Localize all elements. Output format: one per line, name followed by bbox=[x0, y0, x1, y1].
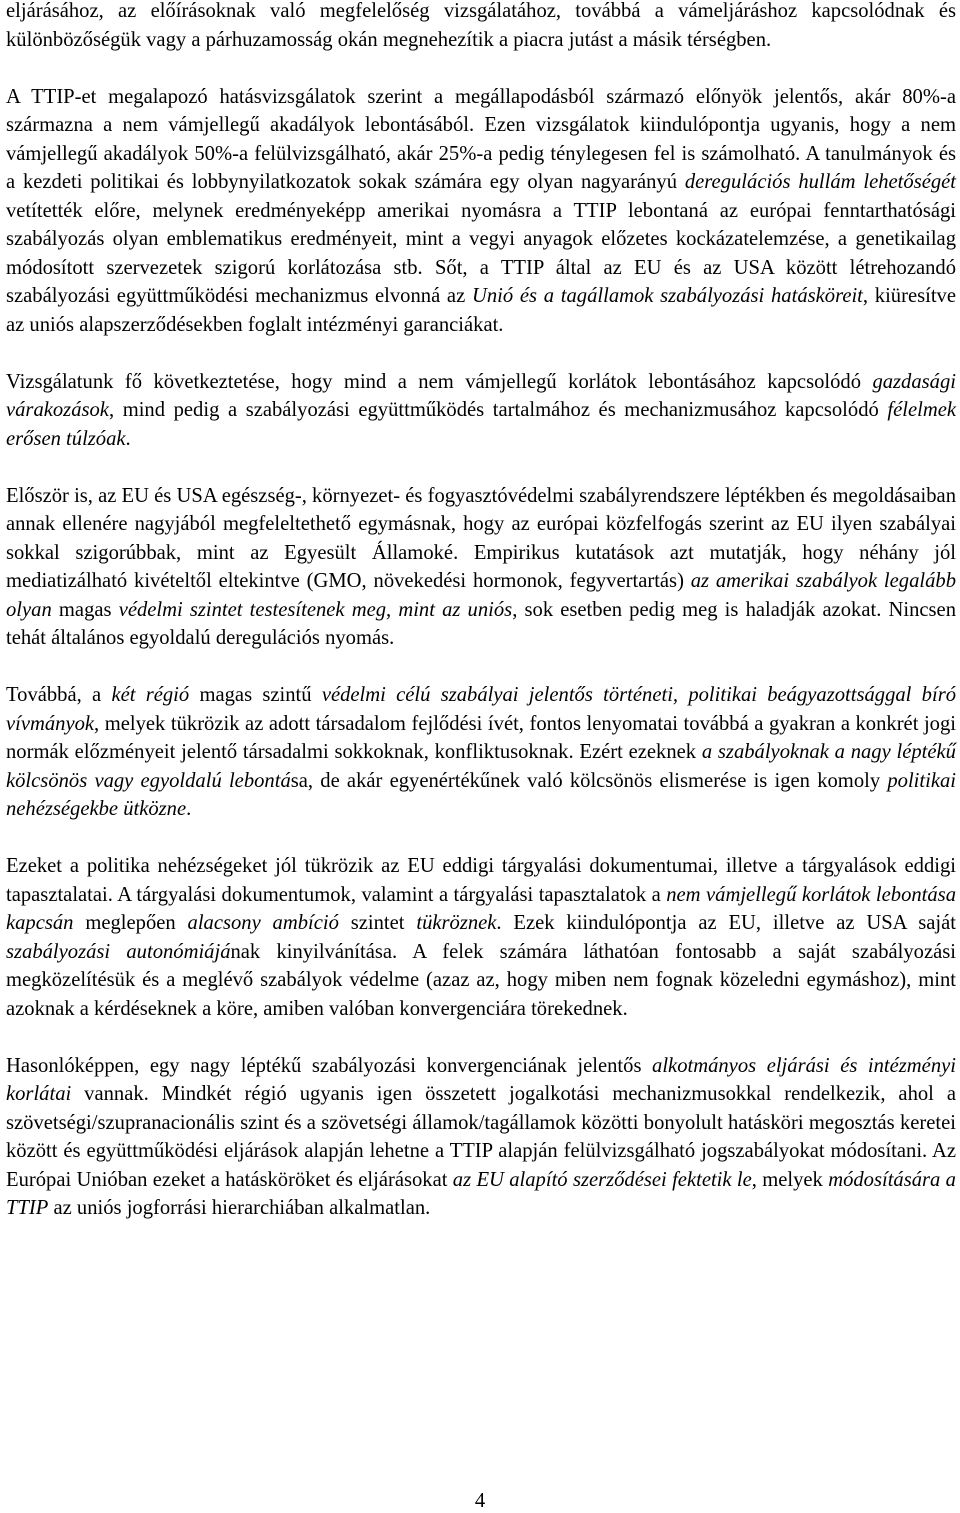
text-run: magas bbox=[51, 598, 119, 621]
paragraph bbox=[6, 852, 956, 1023]
italic-text: nem vámjellegű korlátok lebontása kapcsán bbox=[6, 883, 956, 934]
italic-text: Unió és a tagállamok szabályozási hatásköreit bbox=[471, 285, 863, 307]
text-run: nak kinyilvánítása. A felek számára láthatóan fontosabb a saját szabályozási megközelítésük és a meglévő szabályok védelme (azaz az, hogy miben nem fognak közeledni egymáshoz), mint azoknak a kérdéseknek a köre, amiben valóban konvergenciára törekednek. bbox=[6, 940, 956, 1020]
paragraph bbox=[6, 1052, 956, 1223]
italic-text: védelmi célú szabályai jelentős történeti, politikai beágyazottsággal bíró vívmányok bbox=[6, 684, 957, 735]
italic-text: alkotmányos eljárási és intézményi korlátai bbox=[6, 1054, 956, 1105]
italic-text: az EU alapító szerződései fektetik le bbox=[452, 1168, 752, 1191]
italic-text: alacsony ambíció bbox=[187, 912, 339, 934]
text-run: vetítették előre, melynek eredményeképp amerikai nyomásra a TTIP lebontaná az európai fenntarthatósági szabályozás olyan emblematikus eredményeit, mint a vegyi anyagok előzetes kockázatelemzése, a genetikailag módosított szervezetek szigorú korlátozása stb. Sőt, a TTIP által az EU és az USA között létrehozandó szabályozási együttműködési mechanizmus elvonná az bbox=[6, 199, 956, 307]
text-run: szintet bbox=[338, 912, 417, 934]
paragraph bbox=[6, 368, 956, 454]
italic-text: két régió bbox=[111, 684, 190, 706]
text-run: Vizsgálatunk fő következtetése, hogy mind a nem vámjellegű korlátok lebontásához kapcsolódó bbox=[6, 370, 873, 393]
paragraph bbox=[6, 83, 956, 340]
text-run: Hasonlóképpen, egy nagy léptékű szabályozási konvergenciának jelentős bbox=[6, 1054, 653, 1077]
text-run: , melyek tükrözik az adott társadalom fejlődési ívét, fontos lenyomatai továbbá a gyakran a konkrét jogi normák előzményeit jelentő társadalmi sokkoknak, konfliktusoknak. Ezért ezeknek bbox=[6, 712, 956, 763]
paragraph bbox=[6, 0, 956, 54]
italic-text: az amerikai szabályok legalább olyan bbox=[6, 570, 956, 621]
text-run: . bbox=[186, 798, 192, 820]
italic-text: módosítására a TTIP bbox=[6, 1168, 956, 1219]
italic-text: a szabályoknak a nagy léptékű kölcsönös vagy egyoldalú lebontá bbox=[6, 741, 956, 792]
text-run: Először is, az EU és USA egészség-, környezet- és fogyasztóvédelmi szabályrendszere léptékben és megoldásaiban annak ellenére nagyjából megfeleltethető egymásnak, hogy az európai közfelfogás szerint az EU ilyen szabályai sokkal szigorúbbak, mint az Egyesült Államoké. Empirikus kutatások azt mutatják, hogy néhány jól mediatizálható kivételtől eltekintve (GMO, növekedési hormonok, fegyvertartás) bbox=[6, 484, 956, 592]
text-run: meglepően bbox=[73, 912, 188, 934]
italic-text: gazdasági várakozások bbox=[6, 370, 956, 421]
text-run: az uniós jogforrási hierarchiában alkalmatlan. bbox=[48, 1197, 431, 1219]
italic-text: félelmek erősen túlzóak bbox=[6, 399, 956, 450]
text-run: A TTIP-et megalapozó hatásvizsgálatok szerint a megállapodásból származó előnyök jelentős, akár 80%-a származna a nem vámjellegű akadályok lebontásából. Ezen vizsgálatok kiindulópontja ugyanis, hogy a nem vámjellegű akadályok 50%-a felülvizsgálható, akár 25%-a pedig ténylegesen fel is számolható. A tanulmányok és a kezdeti politikai és lobbynyilatkozatok sokak számára egy olyan nagyarányú bbox=[6, 85, 956, 193]
text-run: , sok esetben pedig meg is haladják azokat. Nincsen tehát általános egyoldalú deregulációs nyomás. bbox=[6, 598, 956, 649]
page-number: 4 bbox=[474, 1490, 486, 1512]
text-run: . bbox=[125, 427, 131, 450]
text-run: Ezeket a politika nehézségeket jól tükrözik az EU eddigi tárgyalási dokumentumai, illetve a tárgyalások eddigi tapasztalatai. A tárgyalási dokumentumok, valamint a tárgyalási tapasztalatok a bbox=[6, 855, 956, 906]
italic-text: védelmi szintet testesítenek meg, mint az uniós bbox=[118, 598, 513, 621]
text-run: , melyek bbox=[751, 1168, 829, 1191]
paragraph bbox=[6, 482, 956, 653]
italic-text: politikai nehézségekbe ütközne bbox=[6, 769, 956, 820]
italic-text: szabályozási autonómiájá bbox=[6, 940, 231, 963]
italic-text: tükröznek bbox=[416, 912, 497, 934]
text-run: eljárásához, az előírásoknak való megfelelőség vizsgálatához, továbbá a vámeljáráshoz kapcsolódnak és különbözőségük vagy a párhuzamosság okán megnehezítik a piacra jutást a másik térségben. bbox=[6, 0, 956, 51]
text-run: . Ezek kiindulópontja az EU, illetve az USA saját bbox=[496, 912, 956, 934]
text-run: sa, de akár egyenértékűnek való kölcsönös elismerése is igen komoly bbox=[290, 769, 888, 792]
document-body bbox=[6, 0, 956, 1251]
text-run: magas szintű bbox=[189, 684, 322, 706]
text-run: Továbbá, a bbox=[6, 684, 112, 706]
text-run: , kiüresítve az uniós alapszerződésekben foglalt intézményi garanciákat. bbox=[6, 285, 956, 336]
text-run: , mind pedig a szabályozási együttműködés tartalmához és mechanizmusához kapcsolódó bbox=[108, 399, 888, 421]
text-run: vannak. Mindkét régió ugyanis igen összetett jogalkotási mechanizmusokkal rendelkezik, ahol a szövetségi/szupranacionális szint és a szövetségi államok/tagállamok közötti bonyolult hatásköri megosztás keretei között és együttműködési eljárások alapján lehetne a TTIP alapján felülvizsgálható jogszabályokat módosítani. Az Európai Unióban ezeket a hatásköröket és eljárásokat bbox=[6, 1083, 956, 1191]
italic-text: deregulációs hullám lehetőségét bbox=[684, 171, 957, 193]
paragraph bbox=[6, 681, 956, 824]
